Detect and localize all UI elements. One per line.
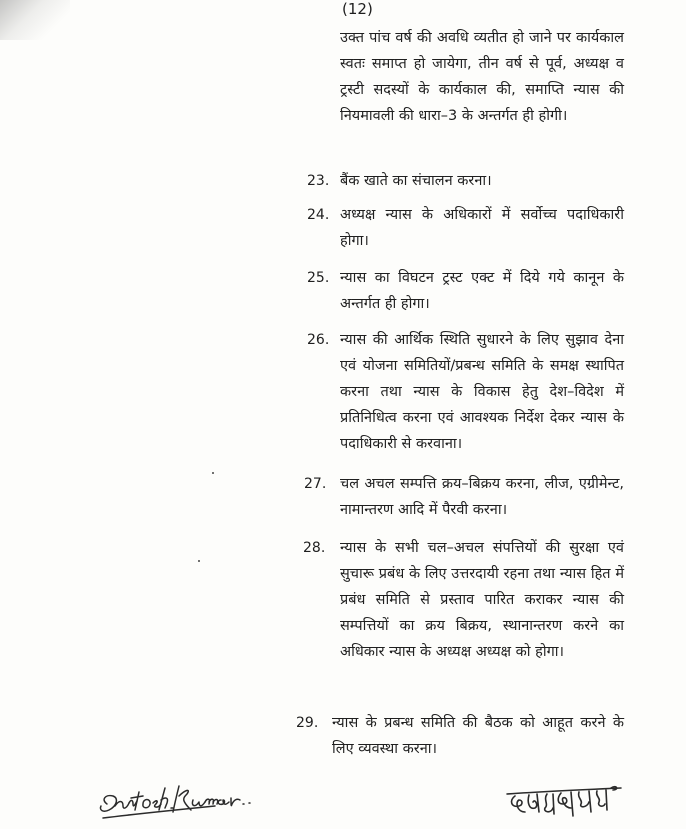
item-text-26: न्यास की आर्थिक स्थिति सुधारने के लिए सुझाव देना एवं योजना समितियों/प्रबन्ध समिति के समक्ष स्थापित करना तथा न्यास के विकास हेतु देश–विदेश में प्रतिनिधित्व करना एवं आवश्यक निर्देश देकर न्यास के पदाधिकारी से करवाना। [340,332,624,452]
item-number-28: 28. [303,540,326,556]
item-number-27: 27. [304,476,327,492]
intro-paragraph: उक्त पांच वर्ष की अवधि व्यतीत हो जाने पर कार्यकाल स्वतः समाप्त हो जायेगा, तीन वर्ष से पूर्व, अध्यक्ष व ट्रस्टी सदस्यों के कार्यकाल की, समाप्ति न्यास की नियमावली की धारा–3 के अन्तर्गत ही होगी। [340,30,624,124]
item-number-24: 24. [307,207,330,223]
item-number-29: 29. [296,715,319,731]
signature-right [505,782,625,827]
item-text-24: अध्यक्ष न्यास के अधिकारों में सर्वोच्च पदाधिकारी होगा। [340,207,624,249]
item-text-25: न्यास का विघटन ट्रस्ट एक्ट में दिये गये कानून के अन्तर्गत ही होगा। [340,270,624,312]
item-number-26: 26. [307,332,330,348]
page-fold-shadow [0,0,70,40]
item-number-23: 23. [307,173,330,189]
item-text-23: बैंक खाते का संचालन करना। [340,173,492,189]
stray-mark [198,560,200,562]
page-number: (12) [342,0,373,18]
item-text-28: न्यास के सभी चल–अचल संपत्तियों की सुरक्षा एवं सुचारू प्रबंध के लिए उत्तरदायी रहना तथा न्यास हित में प्रबंध समिति से प्रस्ताव पारित कराकर न्यास की सम्पत्तियों का क्रय बिक्रय, स्थानान्तरण करने का अधिकार न्यास के अध्यक्ष अध्यक्ष को होगा। [340,540,624,660]
item-number-25: 25. [307,270,330,286]
item-text-27: चल अचल सम्पत्ति क्रय–बिक्रय करना, लीज, एग्रीमेन्ट, नामान्तरण आदि में पैरवी करना। [340,476,624,518]
stray-mark [212,472,214,474]
signature-left [95,770,255,825]
item-text-29: न्यास के प्रबन्ध समिति की बैठक को आहूत करने के लिए व्यवस्था करना। [332,715,624,757]
